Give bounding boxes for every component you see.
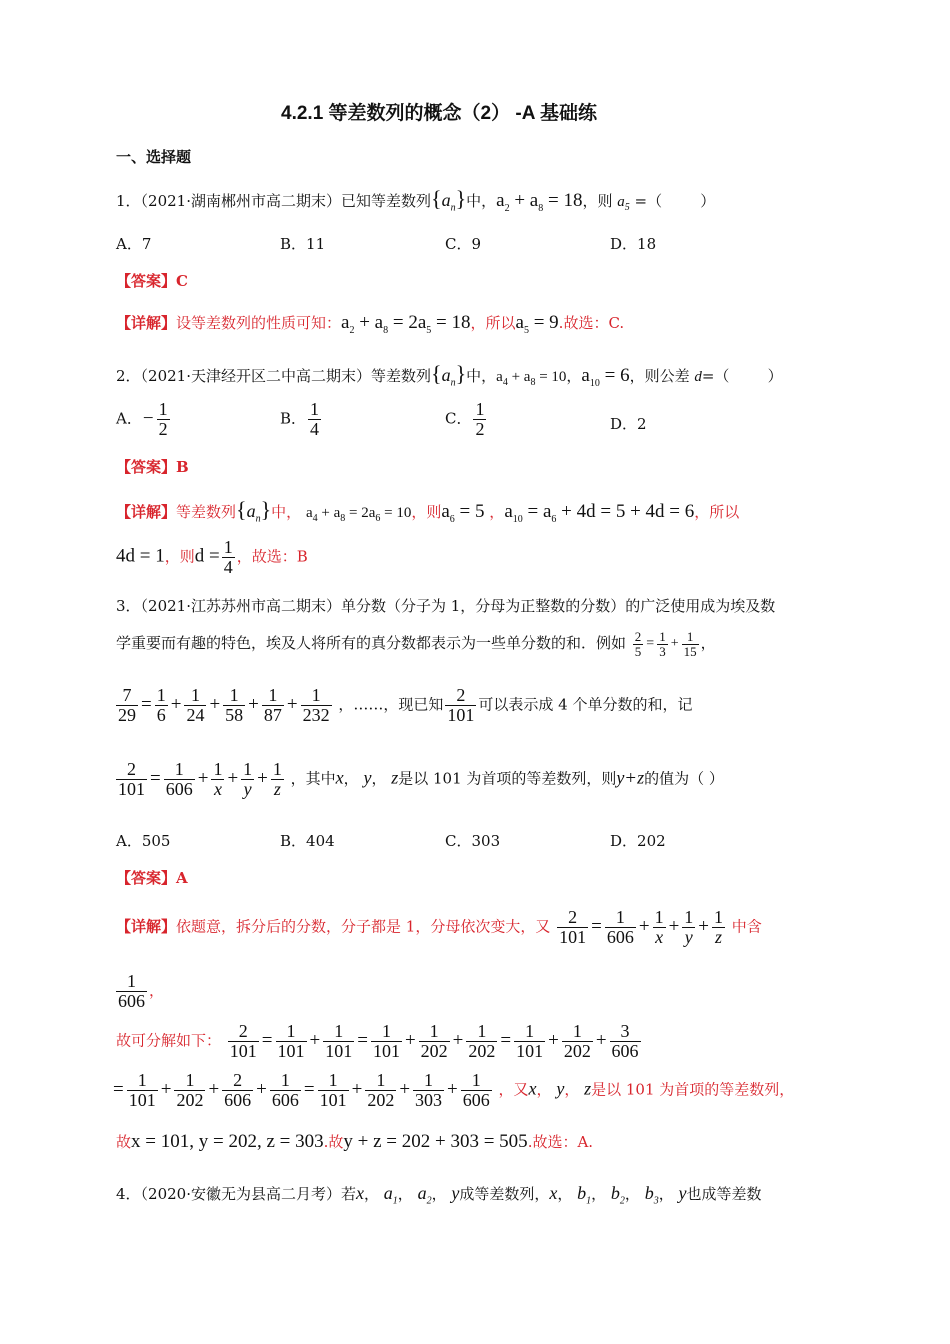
section-heading: 一、选择题 (116, 149, 192, 166)
q3-detail-line2: $\frac{1}{606}$ ， (118, 971, 165, 1011)
q3-option-a[interactable]: A．505 (116, 832, 171, 850)
q3-detail-line4: = $\frac{1}{101}$ + $\frac{1}{202}$ + $\frac{2}{606}$ + $\frac{1}{606}$ = $\frac{1}{101}$ + $\frac{1}{202}$ + $\frac{1}{303}$ + $\frac{1}{606}$ ，又x， y， z是以 101 为首项的等差数列， (113, 1070, 795, 1110)
q1-option-a[interactable]: A．7 (116, 235, 152, 253)
q2-option-a[interactable]: A．− $\frac{1}{2}$ (116, 399, 168, 439)
q2-option-c[interactable]: C． $\frac{1}{2}$ (445, 399, 485, 439)
question-3-line2: 学重要而有趣的特色，埃及人将所有的真分数都表示为一些单分数的和．例如 $\frac{2}{5}$ = $\frac{1}{3}$ + $\frac{1}{15}$ ， (116, 629, 716, 659)
q3-detail-line3: 故可分解如下： $\frac{2}{101}$ = $\frac{1}{101}$ + $\frac{1}{101}$ = $\frac{1}{101}$ + $\frac{1}{202}$ + $\frac{1}{202}$ = $\frac{1}{101}$ + $\frac{1}{202}$ + $\frac{3}{606}$ (116, 1021, 639, 1061)
q1-option-c[interactable]: C．9 (445, 235, 482, 253)
q1-detail: 【详解】设等差数列的性质可知：$a_2 + a_8 = 2a_5 = 18$，所以$a_5 = 9$.故选：C. (116, 312, 625, 336)
q2-detail-line1: 【详解】等差数列$\{a_n\}$中， $a_4 + a_8 = 2a_6 = 10$，则$a_6 = 5$ ，$a_{10} = a_6 + 4d = 5 + 4d = 6$，所以 (116, 497, 740, 525)
page-title: 4.2.1 等差数列的概念（2） -A 基础练 (281, 103, 598, 124)
q1-answer: 【答案】C (116, 272, 188, 290)
q2-answer: 【答案】B (116, 458, 189, 476)
q1-option-b[interactable]: B．11 (280, 235, 326, 253)
q3-option-b[interactable]: B．404 (280, 832, 335, 850)
q2-option-b[interactable]: B． $\frac{1}{4}$ (280, 399, 320, 439)
question-3-line4: $\frac{2}{101}$ = $\frac{1}{606}$ + $\frac{1}{x}$ + $\frac{1}{y}$ + $\frac{1}{z}$ ，其中x， y， z是以 101 为首项的等差数列，则y+z的值为（ ） (118, 759, 724, 799)
q3-option-c[interactable]: C．303 (445, 832, 501, 850)
q3-detail-line5: 故x = 101, y = 202, z = 303.故y + z = 202 + 303 = 505.故选：A. (116, 1131, 594, 1152)
question-3-line3: $\frac{7}{29}$ = $\frac{1}{6}$ + $\frac{1}{24}$ + $\frac{1}{58}$ + $\frac{1}{87}$ + $\frac{1}{232}$ ，……，现已知 $\frac{2}{101}$ 可以表示成 4 个单分数的和，记 (118, 685, 693, 725)
q2-option-d[interactable]: D．2 (610, 415, 647, 433)
question-3-line1: 3．（2021·江苏苏州市高二期末）单分数（分子为 1，分母为正整数的分数）的广泛使用成为埃及数 (116, 597, 776, 615)
q3-detail-line1: 【详解】依题意，拆分后的分数，分子都是 1，分母依次变大，又 $\frac{2}{101}$ = $\frac{1}{606}$ + $\frac{1}{x}$ + $\frac{1}{y}$ + $\frac{1}{z}$ 中含 (116, 907, 762, 947)
question-1-stem: 1．（2021·湖南郴州市高二期末）已知等差数列$\{a_n\}$中，$a_2 + a_8 = 18$，则 $a_5$ =（ ） (116, 186, 716, 214)
question-4-stem: 4．（2020·安徽无为县高二月考）若x， $a_1$， $a_2$， y成等差数列，x， $b_1$， $b_2$， $b_3$， y也成等差数 (116, 1183, 762, 1207)
q3-option-d[interactable]: D．202 (610, 832, 666, 850)
q2-detail-line2: 4d = 1，则d = $\frac{1}{4}$ ，故选：B (116, 537, 308, 577)
q3-answer: 【答案】A (116, 869, 188, 887)
question-2-stem: 2．（2021·天津经开区二中高二期末）等差数列$\{a_n\}$中，$a_4 + a_8 = 10$，$a_{10} = 6$，则公差 d=（ ） (116, 361, 783, 389)
q1-option-d[interactable]: D．18 (610, 235, 657, 253)
